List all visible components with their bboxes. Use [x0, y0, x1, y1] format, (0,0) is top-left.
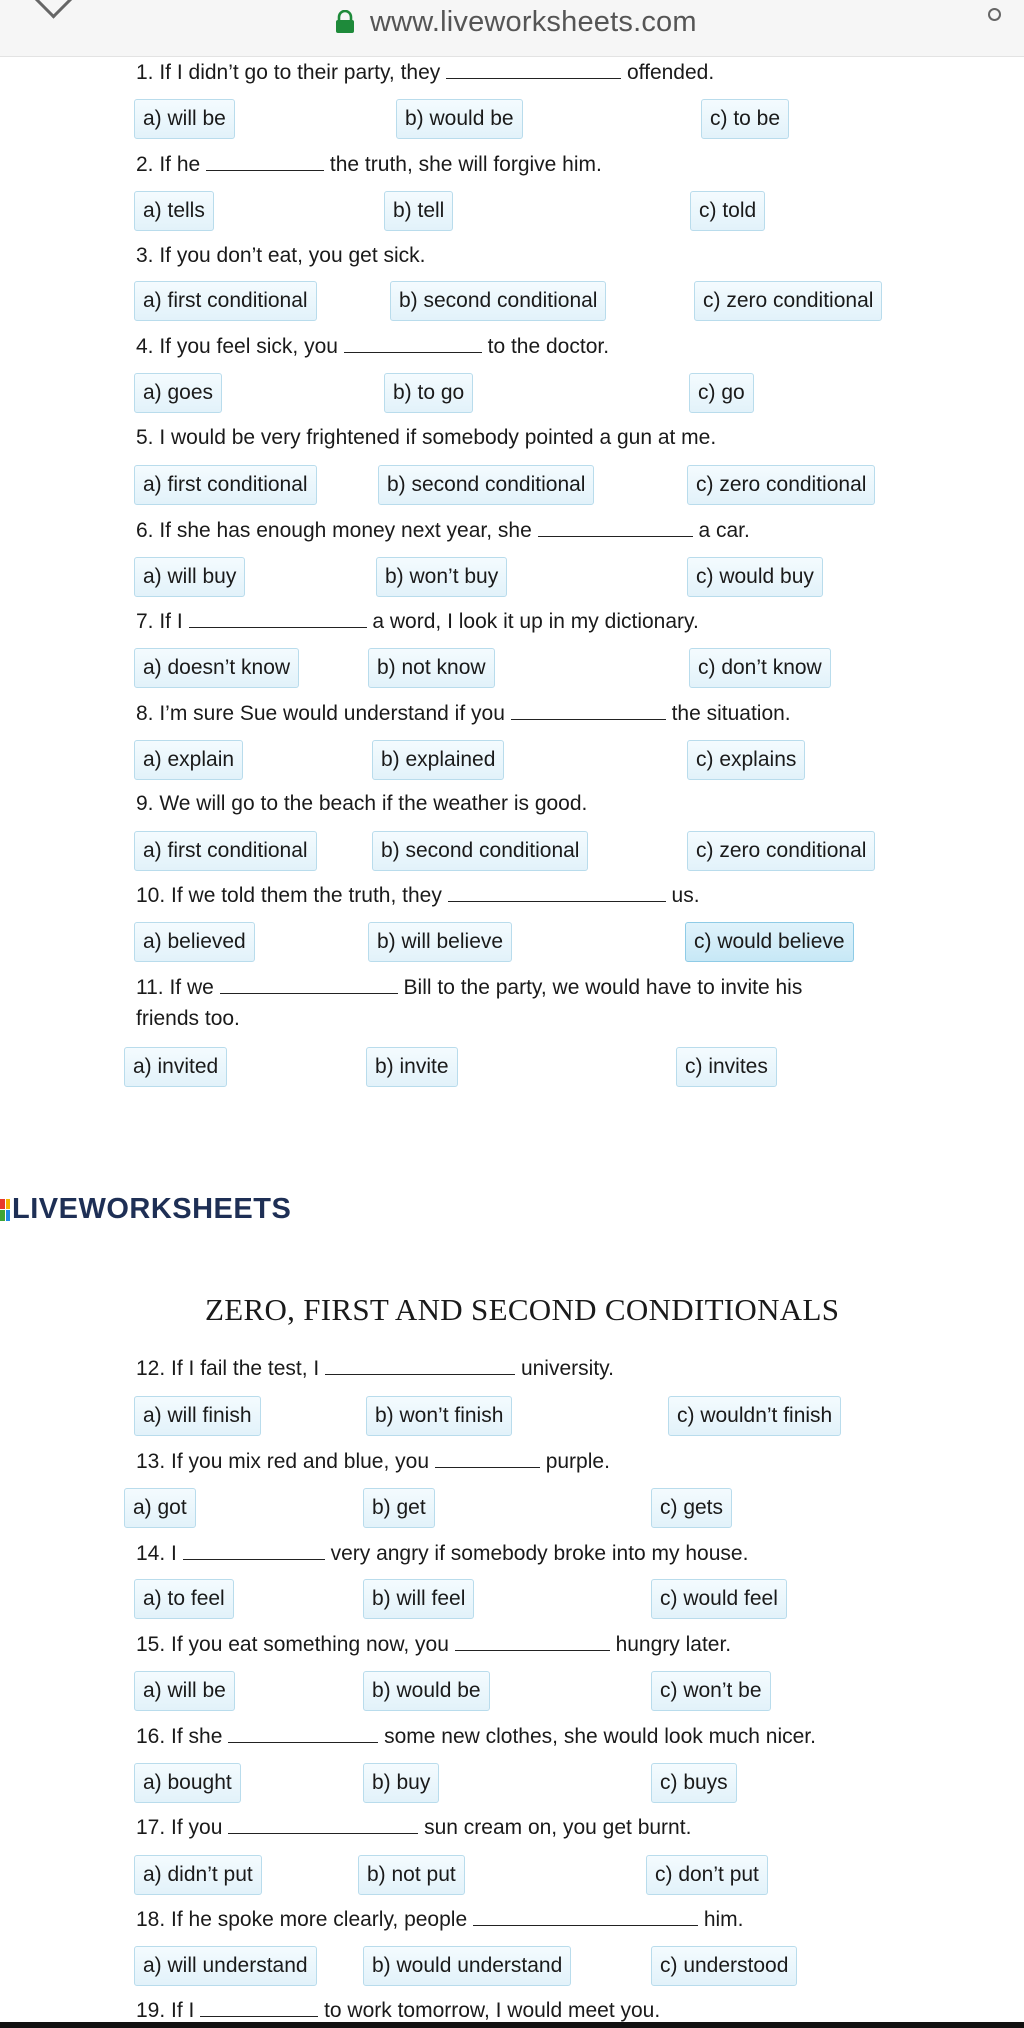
- option-c[interactable]: c) understood: [651, 1946, 797, 1986]
- question-17: 17. If you sun cream on, you get burnt.: [136, 1816, 692, 1839]
- question-6: 6. If she has enough money next year, she a car.: [136, 519, 750, 542]
- option-b[interactable]: b) second conditional: [372, 831, 588, 871]
- option-a[interactable]: a) doesn’t know: [134, 648, 299, 688]
- option-b[interactable]: b) second conditional: [390, 281, 606, 321]
- question-13: 13. If you mix red and blue, you purple.: [136, 1450, 610, 1473]
- option-c-selected[interactable]: c) would believe: [685, 922, 854, 962]
- option-b[interactable]: b) not know: [368, 648, 495, 688]
- answer-blank: [325, 1356, 515, 1375]
- question-18: 18. If he spoke more clearly, people him.: [136, 1908, 744, 1931]
- question-12: 12. If I fail the test, I university.: [136, 1357, 614, 1380]
- option-a[interactable]: a) goes: [134, 373, 222, 413]
- option-c[interactable]: c) zero conditional: [687, 465, 875, 505]
- option-a[interactable]: a) tells: [134, 191, 214, 231]
- answer-blank: [206, 152, 324, 171]
- option-b[interactable]: b) get: [363, 1488, 435, 1528]
- question-15: 15. If you eat something now, you hungry later.: [136, 1633, 732, 1656]
- answer-blank: [446, 60, 621, 79]
- option-a[interactable]: a) didn’t put: [134, 1855, 262, 1895]
- option-b[interactable]: b) invite: [366, 1047, 458, 1087]
- page-title: ZERO, FIRST AND SECOND CONDITIONALS: [205, 1292, 840, 1327]
- question-11: 11. If we Bill to the party, we would have to invite his: [136, 976, 803, 999]
- answer-blank: [189, 609, 367, 628]
- option-a[interactable]: a) got: [124, 1488, 196, 1528]
- liveworksheets-logo-icon: [0, 1199, 10, 1221]
- option-c[interactable]: c) to be: [701, 99, 789, 139]
- option-b[interactable]: b) explained: [372, 740, 504, 780]
- option-b[interactable]: b) would be: [396, 99, 523, 139]
- question-7: 7. If I a word, I look it up in my dictionary.: [136, 610, 699, 633]
- option-b[interactable]: b) not put: [358, 1855, 465, 1895]
- bottom-edge-bar: [0, 2022, 1024, 2028]
- option-b[interactable]: b) won’t finish: [366, 1396, 512, 1436]
- question-1: 1. If I didn’t go to their party, they offended.: [136, 61, 715, 84]
- option-c[interactable]: c) explains: [687, 740, 805, 780]
- question-3: 3. If you don’t eat, you get sick.: [136, 244, 426, 267]
- option-a[interactable]: a) will be: [134, 1671, 235, 1711]
- option-a[interactable]: a) will be: [134, 99, 235, 139]
- option-c[interactable]: c) would feel: [651, 1579, 787, 1619]
- question-19: 19. If I to work tomorrow, I would meet you.: [136, 1999, 661, 2022]
- option-c[interactable]: c) invites: [676, 1047, 777, 1087]
- option-a[interactable]: a) believed: [134, 922, 255, 962]
- answer-blank: [183, 1541, 325, 1560]
- question-8: 8. I’m sure Sue would understand if you the situation.: [136, 702, 791, 725]
- question-2: 2. If he the truth, she will forgive him.: [136, 153, 602, 176]
- option-b[interactable]: b) would be: [363, 1671, 490, 1711]
- liveworksheets-brand: [0, 1193, 291, 1226]
- question-9: 9. We will go to the beach if the weather is good.: [136, 792, 588, 815]
- option-c[interactable]: c) won’t be: [651, 1671, 771, 1711]
- answer-blank: [344, 334, 482, 353]
- question-5: 5. I would be very frightened if somebody pointed a gun at me.: [136, 426, 717, 449]
- option-b[interactable]: b) second conditional: [378, 465, 594, 505]
- answer-blank: [448, 883, 666, 902]
- option-a[interactable]: a) first conditional: [134, 281, 317, 321]
- option-c[interactable]: c) told: [690, 191, 765, 231]
- option-c[interactable]: c) don’t put: [646, 1855, 768, 1895]
- option-a[interactable]: a) invited: [124, 1047, 227, 1087]
- url-text[interactable]: www.liveworksheets.com: [370, 6, 697, 38]
- option-b[interactable]: b) tell: [384, 191, 453, 231]
- back-arrow-icon[interactable]: [34, 0, 72, 19]
- answer-blank: [538, 518, 693, 537]
- option-a[interactable]: a) first conditional: [134, 831, 317, 871]
- option-a[interactable]: a) will buy: [134, 557, 245, 597]
- question-4: 4. If you feel sick, you to the doctor.: [136, 335, 610, 358]
- option-c[interactable]: c) wouldn’t finish: [668, 1396, 841, 1436]
- option-b[interactable]: b) will believe: [368, 922, 512, 962]
- option-a[interactable]: a) explain: [134, 740, 243, 780]
- question-14: 14. I very angry if somebody broke into my house.: [136, 1542, 749, 1565]
- option-a[interactable]: a) bought: [134, 1763, 241, 1803]
- question-11-line2: friends too.: [136, 1007, 240, 1030]
- option-c[interactable]: c) gets: [651, 1488, 732, 1528]
- option-a[interactable]: a) first conditional: [134, 465, 317, 505]
- option-b[interactable]: b) will feel: [363, 1579, 474, 1619]
- option-c[interactable]: c) zero conditional: [687, 831, 875, 871]
- answer-blank: [435, 1449, 540, 1468]
- browser-address-bar[interactable]: [0, 0, 1024, 57]
- question-16: 16. If she some new clothes, she would look much nicer.: [136, 1725, 816, 1748]
- option-c[interactable]: c) zero conditional: [694, 281, 882, 321]
- option-a[interactable]: a) will understand: [134, 1946, 317, 1986]
- option-b[interactable]: b) won’t buy: [376, 557, 507, 597]
- option-b[interactable]: b) buy: [363, 1763, 439, 1803]
- lock-icon: [333, 10, 357, 34]
- option-c[interactable]: c) don’t know: [689, 648, 831, 688]
- answer-blank: [200, 1998, 318, 2017]
- answer-blank: [455, 1632, 610, 1651]
- option-a[interactable]: a) to feel: [134, 1579, 234, 1619]
- brand-name: LIVEWORKSHEETS: [12, 1193, 292, 1225]
- answer-blank: [228, 1724, 378, 1743]
- answer-blank: [511, 701, 666, 720]
- menu-dot-icon[interactable]: [988, 8, 1001, 21]
- question-10: 10. If we told them the truth, they us.: [136, 884, 700, 907]
- option-c[interactable]: c) go: [689, 373, 754, 413]
- option-a[interactable]: a) will finish: [134, 1396, 261, 1436]
- option-b[interactable]: b) would understand: [363, 1946, 571, 1986]
- answer-blank: [473, 1907, 698, 1926]
- answer-blank: [220, 975, 398, 994]
- option-c[interactable]: c) would buy: [687, 557, 823, 597]
- option-b[interactable]: b) to go: [384, 373, 473, 413]
- answer-blank: [228, 1815, 418, 1834]
- option-c[interactable]: c) buys: [651, 1763, 737, 1803]
